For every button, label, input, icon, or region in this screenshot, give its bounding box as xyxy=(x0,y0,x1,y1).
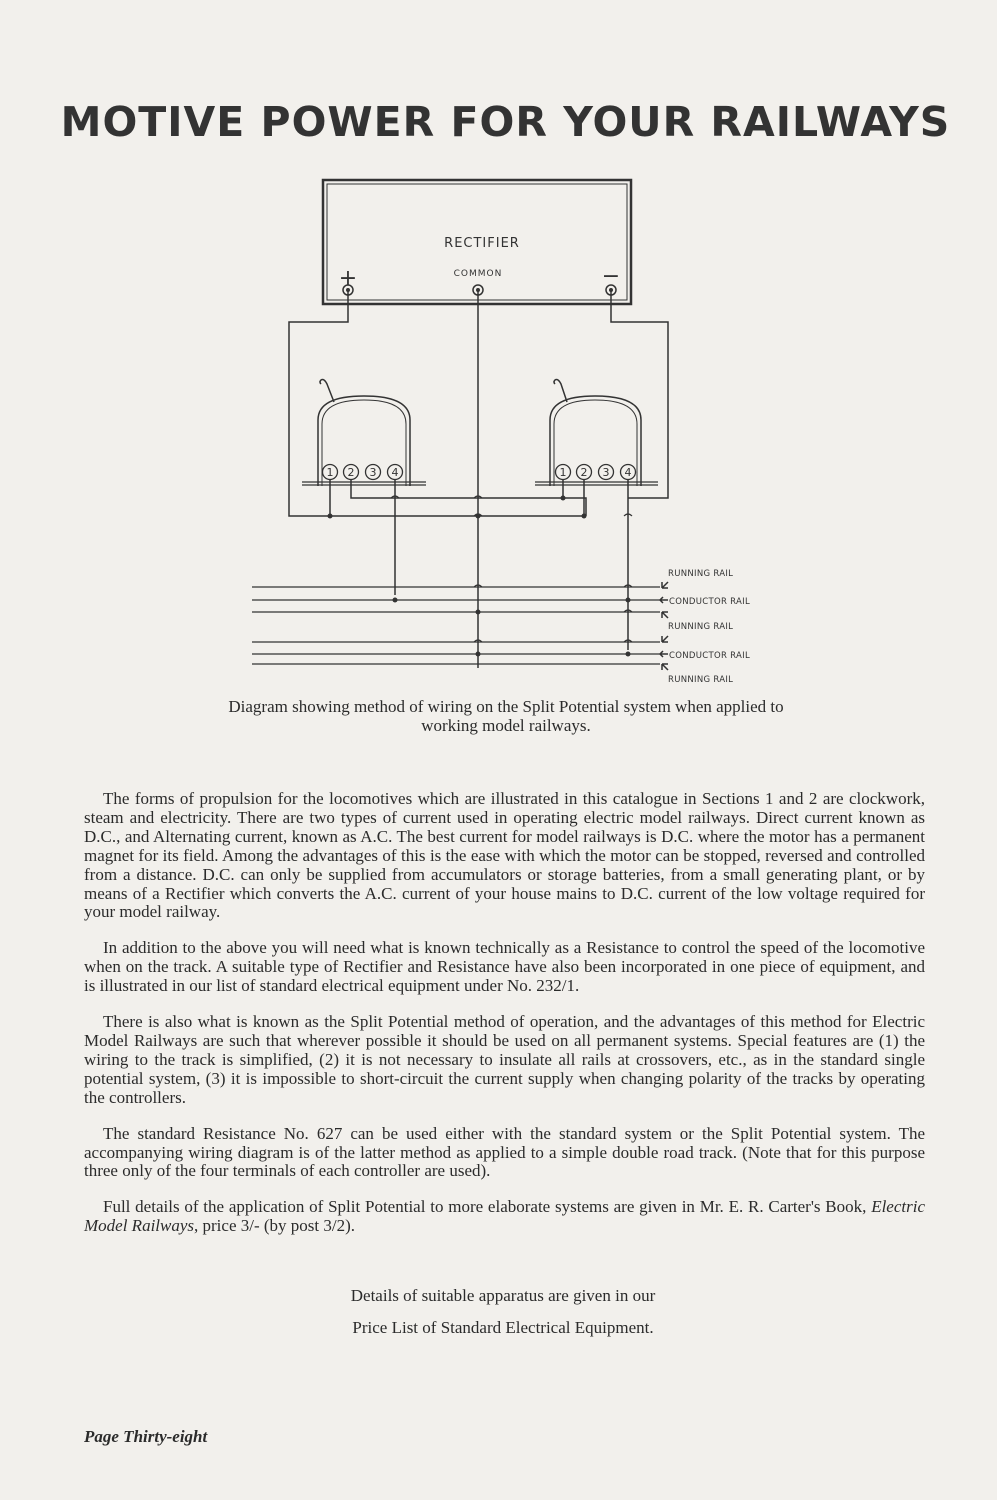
paragraph-propulsion: The forms of propulsion for the locomotives which are illustrated in this catalogue in Sections 1 and 2 are clockwork, steam and electricity. There are two types of current used in operating electric model railways. Direct current known as D.C., and Alternating current, known as A.C. The best current for model railways is D.C. where the motor has a permanent magnet for its field. Among the advantages of this is the ease with which the motor can be stopped, reversed and controlled from a distance. D.C. can only be supplied from accumulators or storage batteries, from a small generating plant, or by means of a Rectifier which converts the A.C. current of your house mains to D.C. current of the low voltage required for your model railway. xyxy=(84,789,925,922)
common-label: COMMON xyxy=(453,269,503,279)
paragraph-further-details: Full details of the application of Split Potential to more elaborate systems are given in Mr. E. R. Carter's Book, Electric Model Railways, price 3/- (by post 3/2). xyxy=(84,1197,925,1236)
rail-label-conductor-1: CONDUCTOR RAIL xyxy=(669,597,750,607)
rail-label-running-3: RUNNING RAIL xyxy=(668,675,734,685)
rectifier-label: RECTIFIER xyxy=(444,236,520,251)
left-controller-handle xyxy=(320,380,334,403)
book-title: Electric Model Railways xyxy=(84,1197,925,1236)
paragraph-standard-resistance: The standard Resistance No. 627 can be used either with the standard system or the Split Potential system. The accompanying wiring diagram is of the latter method as applied to a simple double road track. (Note that for this purpose three only of the four terminals of each controller are used). xyxy=(84,1123,925,1181)
minus-wire xyxy=(611,290,668,498)
left-terminal-2: 2 xyxy=(347,466,355,479)
track-rails xyxy=(252,587,660,664)
left-terminal-4: 4 xyxy=(391,466,399,479)
closing-line-1: Details of suitable apparatus are given in our xyxy=(350,1286,656,1305)
right-terminal-3: 3 xyxy=(602,466,610,479)
right-controller-handle xyxy=(554,380,567,403)
right-terminal-1: 1 xyxy=(559,466,567,479)
left-terminal-1: 1 xyxy=(326,466,334,479)
paragraph-split-potential: There is also what is known as the Split Potential method of operation, and the advantages of this method for Electric Model Railways are such that wherever possible it should be used on all permanent systems. Special features are (1) the wiring to the track is simplified, (2) it is not necessary to insulate all rails at crossovers, etc., as in the standard single potential system, (3) it is impossible to short-circuit the current supply when changing polarity of the tracks by operating the controllers. xyxy=(84,1012,925,1107)
right-terminal-2: 2 xyxy=(580,466,588,479)
left-controller-terminals xyxy=(323,465,403,480)
diagram-caption: Diagram showing method of wiring on the Split Potential system when applied to working model railways. xyxy=(228,697,784,735)
page-footer: Page Thirty-eight xyxy=(84,1427,208,1446)
wiring-diagram xyxy=(0,0,997,700)
rail-label-running-1: RUNNING RAIL xyxy=(668,569,734,579)
left-terminal-3: 3 xyxy=(369,466,377,479)
closing-line-2: Price List of Standard Electrical Equipment. xyxy=(352,1318,654,1337)
right-terminal-4: 4 xyxy=(624,466,632,479)
body-text xyxy=(84,790,925,1253)
right-controller-terminals xyxy=(556,465,636,480)
page-title: MOTIVE POWER FOR YOUR RAILWAYS xyxy=(60,98,951,146)
paragraph-resistance: In addition to the above you will need what is known technically as a Resistance to control the speed of the locomotive when on the track. A suitable type of Rectifier and Resistance have also been incorporated in one piece of equipment, and is illustrated in our list of standard electrical equipment under No. 232/1. xyxy=(84,938,925,996)
minus-label: − xyxy=(601,264,621,289)
rail-label-conductor-2: CONDUCTOR RAIL xyxy=(669,651,750,661)
rail-label-running-2: RUNNING RAIL xyxy=(668,622,734,632)
plus-label: + xyxy=(338,266,358,291)
